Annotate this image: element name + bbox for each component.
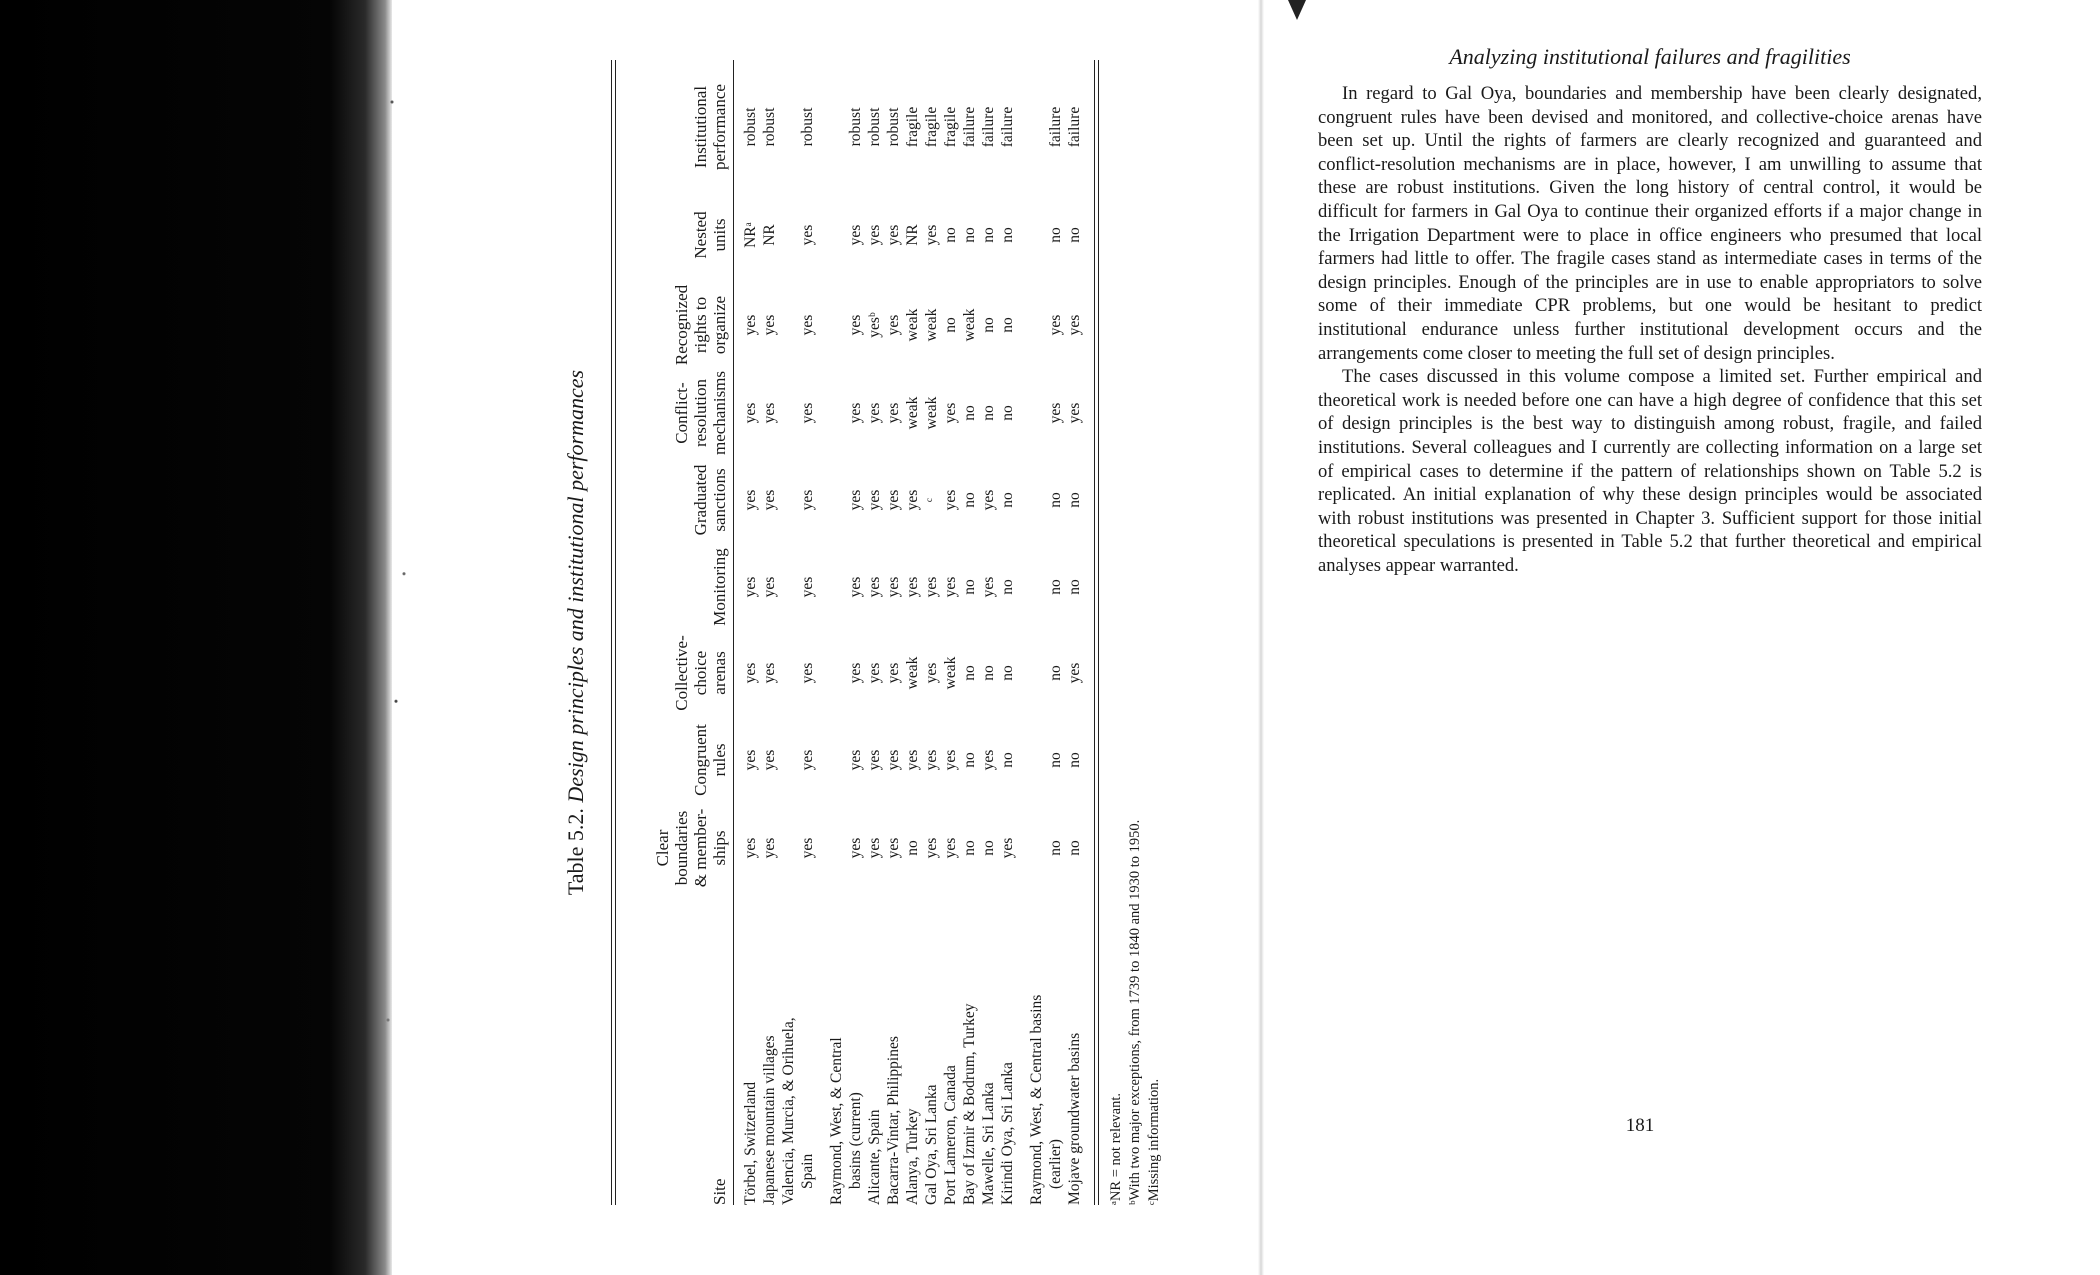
page-number: 181 <box>1625 1115 1655 1136</box>
value-cell: no <box>961 227 978 243</box>
value-cell: yes <box>923 837 940 859</box>
value-cell: yes <box>942 402 959 424</box>
table-row <box>941 60 960 1205</box>
table-title-text: Design principles and institutional performances <box>563 369 588 803</box>
value-cell: no <box>942 317 959 333</box>
value-cell: yes <box>885 576 902 598</box>
value-cell: yes <box>799 314 816 336</box>
value-cell: no <box>961 405 978 421</box>
column-header-3: Collective- choice arenas <box>672 635 729 711</box>
value-cell: NR <box>761 224 778 246</box>
value-cell: yes <box>742 837 759 859</box>
value-cell: weak <box>904 656 921 690</box>
value-cell: ᶜ <box>923 498 940 502</box>
value-cell: yes <box>866 837 883 859</box>
value-cell: yes <box>866 749 883 771</box>
value-cell: fragile <box>923 106 940 148</box>
site-name-line: Port Lameron, Canada <box>942 1065 959 1205</box>
value-cell: no <box>1066 492 1083 508</box>
value-cell: NRᵃ <box>742 222 759 248</box>
value-cell: yes <box>761 837 778 859</box>
value-cell: robust <box>761 107 778 147</box>
table-row <box>741 60 760 1205</box>
value-cell: no <box>980 405 997 421</box>
column-header-7: Recognized rights to organize <box>672 284 729 366</box>
column-header-5: Graduated sanctions <box>691 464 729 536</box>
value-cell: weak <box>942 656 959 690</box>
value-cell: robust <box>799 107 816 147</box>
table-row <box>1065 60 1084 1205</box>
site-cell <box>760 905 779 1205</box>
value-cell: yes <box>923 224 940 246</box>
value-cell: yes <box>866 224 883 246</box>
value-cell: no <box>980 665 997 681</box>
value-cell: no <box>1066 227 1083 243</box>
value-cell: yes <box>866 576 883 598</box>
site-cell <box>941 905 960 1205</box>
table-row <box>1027 60 1065 1205</box>
site-name-line: Gal Oya, Sri Lanka <box>923 1084 940 1205</box>
footnote: ᶜMissing information. <box>1146 1078 1162 1205</box>
site-name-line: Japanese mountain villages <box>761 1035 778 1205</box>
value-cell: no <box>1066 840 1083 856</box>
table-row <box>827 60 865 1205</box>
column-header-8: Nested units <box>691 211 729 259</box>
column-header-6: Conflict- resolution mechanisms <box>672 370 729 456</box>
table-body <box>741 60 1084 1205</box>
site-name-line: Spain <box>799 1153 816 1189</box>
value-cell: yes <box>847 402 864 424</box>
site-name-line: Bacarra-Vintar, Philippines <box>885 1036 902 1205</box>
value-cell: yes <box>980 576 997 598</box>
site-cell <box>960 905 979 1205</box>
table-row <box>979 60 998 1205</box>
table-top-rule <box>611 60 612 1205</box>
column-header-2: Congruent rules <box>691 724 729 796</box>
value-cell: no <box>961 665 978 681</box>
value-cell: failure <box>980 106 997 148</box>
value-cell: no <box>980 317 997 333</box>
value-cell: yes <box>942 837 959 859</box>
value-cell: yes <box>885 662 902 684</box>
value-cell: no <box>1066 752 1083 768</box>
value-cell: yes <box>904 576 921 598</box>
site-name-line: Bay of Izmir & Bodrum, Turkey <box>961 1003 978 1205</box>
site-cell <box>1065 905 1084 1205</box>
value-cell: no <box>980 227 997 243</box>
value-cell: yes <box>942 576 959 598</box>
table-title <box>563 60 589 1205</box>
value-cell: no <box>961 492 978 508</box>
value-cell: no <box>904 840 921 856</box>
column-header-4: Monitoring <box>710 548 729 626</box>
value-cell: yes <box>761 402 778 424</box>
site-name-line: Raymond, West, & Central <box>828 1037 845 1205</box>
value-cell: yes <box>799 576 816 598</box>
value-cell: yes <box>885 314 902 336</box>
value-cell: robust <box>866 107 883 147</box>
value-cell: yes <box>742 402 759 424</box>
value-cell: yes <box>1066 662 1083 684</box>
footnote: ᵃNR = not relevant. <box>1108 1092 1124 1205</box>
site-name-line: Kirindi Oya, Sri Lanka <box>999 1062 1016 1205</box>
value-cell: yes <box>942 489 959 511</box>
value-cell: yes <box>1066 314 1083 336</box>
site-cell <box>865 905 884 1205</box>
site-name-line: Alicante, Spain <box>866 1109 883 1205</box>
value-cell: yes <box>799 662 816 684</box>
table-row <box>779 60 817 1205</box>
value-cell: yes <box>866 402 883 424</box>
site-cell <box>979 905 998 1205</box>
value-cell: yes <box>847 837 864 859</box>
value-cell: yes <box>980 749 997 771</box>
column-header-1: Clear boundaries & member- ships <box>653 808 729 888</box>
value-cell: yes <box>866 662 883 684</box>
value-cell: no <box>1047 752 1064 768</box>
table-row <box>960 60 979 1205</box>
value-cell: yes <box>761 314 778 336</box>
value-cell: no <box>980 840 997 856</box>
table-bottom-rule-2 <box>1098 60 1099 1205</box>
body-text <box>1318 82 1982 577</box>
value-cell: no <box>1047 227 1064 243</box>
value-cell: yes <box>742 749 759 771</box>
value-cell: yes <box>761 662 778 684</box>
value-cell: robust <box>742 107 759 147</box>
value-cell: yes <box>847 662 864 684</box>
value-cell: no <box>999 665 1016 681</box>
value-cell: no <box>999 317 1016 333</box>
body-paragraph: The cases discussed in this volume compose a limited set. Further empirical and theoretical work is needed before one can have a high degree of confidence that this set of design principles is the best way to distinguish among robust, fragile, and failed institutions. Several colleagues and I currently are collecting information on a large set of empirical cases to determine if the pattern of relationships shown on Table 5.2 is replicated. An initial explanation of why these design principles would be associated with robust institutions was presented in Chapter 3. Sufficient support for those initial theoretical speculations is presented in Table 5.2 that further theoretical and empirical analyses appear warranted. <box>1318 366 1982 576</box>
site-cell <box>779 905 817 1205</box>
value-cell: yes <box>799 402 816 424</box>
column-header-9: Institutional performance <box>691 84 729 170</box>
value-cell: yes <box>980 489 997 511</box>
value-cell: yes <box>742 662 759 684</box>
value-cell: yes <box>799 749 816 771</box>
table-row <box>865 60 884 1205</box>
value-cell: yes <box>742 576 759 598</box>
table-footnotes <box>1107 820 1164 1205</box>
value-cell: no <box>961 579 978 595</box>
value-cell: yes <box>799 837 816 859</box>
site-cell <box>903 905 922 1205</box>
value-cell: fragile <box>942 106 959 148</box>
running-head: Analyzing institutional failures and fragilities <box>1449 44 1851 69</box>
value-cell: weak <box>904 396 921 430</box>
value-cell: no <box>961 752 978 768</box>
value-cell: no <box>999 579 1016 595</box>
value-cell: no <box>961 840 978 856</box>
column-header-0: Site <box>710 1178 729 1205</box>
value-cell: yes <box>847 224 864 246</box>
site-cell <box>998 905 1017 1205</box>
site-name-line: Mojave groundwater basins <box>1066 1032 1083 1205</box>
table-bottom-rule <box>1094 60 1095 1205</box>
value-cell: NR <box>904 224 921 246</box>
site-cell <box>922 905 941 1205</box>
site-name-line: Mawelle, Sri Lanka <box>980 1082 997 1205</box>
site-cell <box>884 905 903 1205</box>
value-cell: yes <box>1066 402 1083 424</box>
value-cell: failure <box>1066 106 1083 148</box>
gutter-mark <box>1288 0 1306 20</box>
value-cell: yes <box>866 489 883 511</box>
value-cell: no <box>999 752 1016 768</box>
site-cell <box>827 905 865 1205</box>
book-binding-shadow <box>0 0 392 1275</box>
site-name-line: Törbel, Switzerland <box>742 1081 759 1205</box>
table-top-rule-2 <box>615 60 616 1205</box>
value-cell: yes <box>904 489 921 511</box>
value-cell: no <box>999 405 1016 421</box>
value-cell: yes <box>847 489 864 511</box>
site-name-line: Alanya, Turkey <box>904 1108 921 1205</box>
value-cell: yes <box>847 749 864 771</box>
value-cell: yes <box>799 224 816 246</box>
body-paragraph: In regard to Gal Oya, boundaries and membership have been clearly designated, congruent rules have been devised and monitored, and collective-choice arenas have been set up. Until the rights of farmers are clearly recognized and guaranteed and conflict-resolution mechanisms are in place, however, I am unwilling to assume that these are robust institutions. Given the long history of central control, it would be difficult for farmers in Gal Oya to continue their organized efforts if a major change in the Irrigation Department were to place in office engineers who presumed that local farmers had little to offer. The fragile cases stand as intermediate cases in terms of the design principles. Enough of the principles are in use to enable appropriators to solve some of their immediate CPR problems, but one would be hesitant to predict institutional endurance unless further institutional development occurs and the arrangements come closer to meeting the full set of design principles. <box>1318 83 1982 364</box>
site-cell <box>741 905 760 1205</box>
table-header-rule <box>733 60 734 1205</box>
value-cell: no <box>1047 492 1064 508</box>
site-cell <box>1027 905 1065 1205</box>
value-cell: yes <box>885 224 902 246</box>
value-cell: yes <box>942 749 959 771</box>
value-cell: robust <box>885 107 902 147</box>
site-name-line: Valencia, Murcia, & Orihuela, <box>780 1017 797 1205</box>
value-cell: no <box>1066 579 1083 595</box>
value-cell: no <box>1047 840 1064 856</box>
value-cell: failure <box>999 106 1016 148</box>
value-cell: failure <box>1047 106 1064 148</box>
value-cell: no <box>1047 579 1064 595</box>
table-row <box>998 60 1017 1205</box>
value-cell: yes <box>1047 314 1064 336</box>
value-cell: weak <box>923 396 940 430</box>
value-cell: yes <box>1047 402 1064 424</box>
value-cell: yes <box>923 662 940 684</box>
value-cell: yes <box>885 837 902 859</box>
value-cell: yes <box>923 749 940 771</box>
value-cell: yes <box>847 576 864 598</box>
site-name-line: (earlier) <box>1047 1139 1064 1189</box>
value-cell: yes <box>885 489 902 511</box>
table-label: Table 5.2. <box>563 808 588 896</box>
value-cell: no <box>999 492 1016 508</box>
value-cell: robust <box>847 107 864 147</box>
table-row <box>922 60 941 1205</box>
table-row <box>760 60 779 1205</box>
table-row <box>903 60 922 1205</box>
site-name-line: Raymond, West, & Central basins <box>1028 994 1045 1205</box>
value-cell: yes <box>999 837 1016 859</box>
value-cell: yes <box>885 402 902 424</box>
scan-specks <box>380 0 420 1275</box>
value-cell: yes <box>761 576 778 598</box>
footnote: ᵇWith two major exceptions, from 1739 to 1840 and 1930 to 1950. <box>1127 819 1143 1205</box>
value-cell: yes <box>904 749 921 771</box>
value-cell: yes <box>742 489 759 511</box>
value-cell: yes <box>761 749 778 771</box>
value-cell: yes <box>923 576 940 598</box>
value-cell: no <box>999 227 1016 243</box>
value-cell: yesᵇ <box>866 312 883 338</box>
value-cell: yes <box>742 314 759 336</box>
value-cell: yes <box>847 314 864 336</box>
value-cell: fragile <box>904 106 921 148</box>
value-cell: yes <box>799 489 816 511</box>
value-cell: no <box>942 227 959 243</box>
value-cell: weak <box>904 308 921 342</box>
value-cell: yes <box>761 489 778 511</box>
value-cell: yes <box>885 749 902 771</box>
value-cell: failure <box>961 106 978 148</box>
value-cell: no <box>1047 665 1064 681</box>
table-row <box>884 60 903 1205</box>
value-cell: weak <box>961 308 978 342</box>
site-name-line: basins (current) <box>847 1092 864 1189</box>
value-cell: weak <box>923 308 940 342</box>
